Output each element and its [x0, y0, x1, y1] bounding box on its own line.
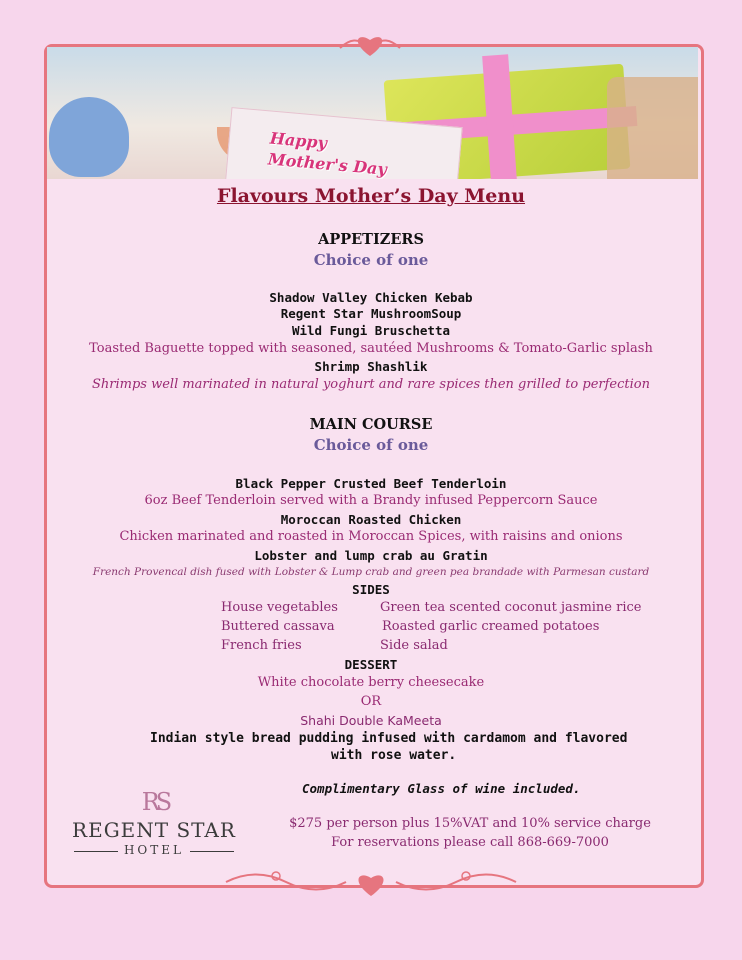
hotel-logo-mark: RS — [141, 788, 169, 816]
cake-decoration — [607, 77, 698, 179]
main-description: French Provencal dish fused with Lobster & Lump crab and green pea brandade with Parmesan custard — [92, 566, 650, 578]
appetizer-item: Shrimp Shashlik — [314, 359, 428, 374]
main-item: Moroccan Roasted Chicken — [280, 512, 462, 527]
main-item: Black Pepper Crusted Beef Tenderloin — [235, 476, 507, 491]
heart-ornament-top — [330, 30, 410, 60]
main-description: 6oz Beef Tenderloin served with a Brandy infused Peppercorn Sauce — [144, 493, 598, 508]
main-course-heading: MAIN COURSE — [309, 416, 433, 433]
side-item: Roasted garlic creamed potatoes — [382, 619, 600, 634]
dessert-description: Indian style bread pudding infused with cardamom and flavored — [150, 731, 628, 746]
hotel-logo-name: REGENT STAR — [72, 818, 236, 842]
side-item: Green tea scented coconut jasmine rice — [380, 600, 642, 615]
appetizer-description: Toasted Baguette topped with seasoned, sautéed Mushrooms & Tomato-Garlic splash — [89, 341, 653, 356]
greeting-line-1: Happy — [269, 128, 328, 153]
price-line: $275 per person plus 15%VAT and 10% service charge — [289, 816, 651, 831]
menu-title: Flavours Mother’s Day Menu — [216, 185, 526, 207]
dessert-option: Shahi Double KaMeeta — [300, 713, 442, 728]
appetizer-item: Wild Fungi Bruschetta — [291, 323, 451, 338]
hotel-logo-sub: HOTEL — [123, 843, 185, 857]
appetizers-choice: Choice of one — [313, 251, 429, 269]
side-item: Side salad — [380, 638, 448, 653]
side-item: French fries — [221, 638, 302, 653]
greeting-line-2: Mother's Day — [267, 149, 388, 179]
main-item: Lobster and lump crab au Gratin — [254, 548, 488, 563]
wine-note: Complimentary Glass of wine included. — [302, 781, 581, 796]
dessert-or: OR — [360, 694, 382, 709]
heart-ornament-bottom — [216, 862, 526, 902]
vase-decoration — [49, 97, 129, 177]
dessert-description: with rose water. — [331, 748, 457, 763]
side-item: House vegetables — [221, 600, 338, 615]
appetizer-item: Regent Star MushroomSoup — [280, 306, 462, 321]
reservation-line: For reservations please call 868-669-7000 — [331, 835, 609, 850]
hero-image — [47, 47, 698, 179]
appetizer-description: Shrimps well marinated in natural yoghurt and rare spices then grilled to perfection — [91, 377, 650, 392]
appetizers-heading: APPETIZERS — [318, 231, 424, 248]
dessert-heading: DESSERT — [344, 657, 398, 672]
dessert-option: White chocolate berry cheesecake — [257, 675, 485, 690]
appetizer-item: Shadow Valley Chicken Kebab — [269, 290, 473, 305]
main-course-choice: Choice of one — [313, 436, 429, 454]
main-description: Chicken marinated and roasted in Moroccan Spices, with raisins and onions — [119, 529, 623, 544]
side-item: Buttered cassava — [221, 619, 335, 634]
sides-heading: SIDES — [352, 582, 390, 597]
logo-rule-right — [190, 851, 234, 852]
